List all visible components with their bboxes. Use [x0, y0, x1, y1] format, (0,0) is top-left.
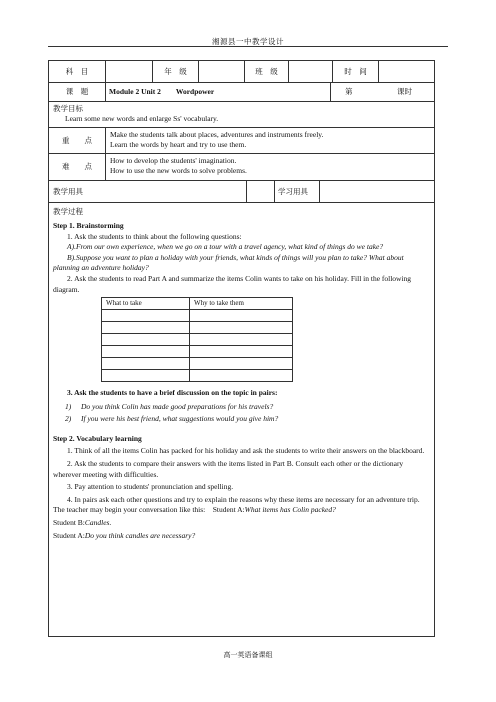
- diagram-header-why: Why to take them: [194, 299, 244, 308]
- step2-title: Step 2. Vocabulary learning: [53, 433, 142, 443]
- key-points-row: [49, 128, 434, 154]
- step2-instruction-4: 4. In pairs ask each other questions and try to explain the reasons why these items are necessary for an adventure trip. The teacher may begin your conversation like this: Student A:What items has Colin packed?: [53, 494, 428, 515]
- fill-in-diagram: [101, 297, 293, 382]
- step1-instruction-2: 2. Ask the students to read Part A and summarize the items Colin wants to take on his holiday. Fill in the following diagram.: [53, 273, 412, 294]
- goals-text: Learn some new words and enlarge Ss' vocabulary.: [65, 114, 219, 123]
- diagram-row: [102, 310, 292, 322]
- period-label: 第: [345, 87, 353, 96]
- diagram-row: [102, 322, 292, 334]
- learning-tools-value: [320, 181, 434, 202]
- teaching-tools-label: 教学用具: [49, 181, 247, 202]
- difficult-point-line: How to use the new words to solve problems.: [110, 166, 247, 175]
- tools-row: [49, 181, 434, 203]
- discussion-list: [53, 401, 430, 425]
- learning-tools-label: 学习用具: [275, 181, 320, 202]
- step2-instruction-2: 2. Ask the students to compare their answers with the items listed in Part B. Consult each other or the dictionary wherever meeting with difficulties.: [53, 458, 404, 479]
- diagram-row: [102, 334, 292, 346]
- step1-title: Step 1. Brainstorming: [53, 221, 124, 230]
- teaching-tools-value: [247, 181, 275, 202]
- subject-label: 科 目: [49, 61, 106, 82]
- time-value: [379, 61, 434, 82]
- period-unit: 课时: [397, 87, 412, 96]
- header-rule: [48, 46, 448, 47]
- dialog-line: Student A:Do you think candles are necessary?: [53, 530, 196, 540]
- difficult-points-label: 难 点: [49, 154, 106, 180]
- diagram-header-row: [102, 298, 292, 310]
- key-point-line: Learn the words by heart and try to use them.: [110, 140, 247, 149]
- difficult-points-row: [49, 154, 434, 181]
- diagram-header-what: What to take: [102, 298, 190, 309]
- time-label: 时 间: [333, 61, 379, 82]
- subject-value: [106, 61, 153, 82]
- dialog-line: Student B:Candles.: [53, 517, 112, 527]
- info-row: [49, 61, 434, 83]
- step2-instruction-3: 3. Pay attention to students' pronunciation and spelling.: [67, 482, 234, 492]
- key-points-label: 重 点: [49, 128, 106, 153]
- process-row: [49, 203, 434, 636]
- class-value: [289, 61, 333, 82]
- step1-instruction-3: 3. Ask the students to have a brief discussion on the topic in pairs:: [67, 388, 278, 398]
- page-header: 湘源县一中教学设计: [212, 37, 284, 46]
- diagram-row: [102, 370, 292, 381]
- discussion-item: 1) Do you think Colin has made good preparations for his travels?: [65, 401, 274, 411]
- diagram-row: [102, 346, 292, 358]
- lesson-plan-table: [48, 60, 435, 637]
- key-point-line: Make the students talk about places, adventures and instruments freely.: [110, 130, 324, 139]
- class-label: 班 级: [245, 61, 289, 82]
- goals-row: [49, 102, 434, 128]
- step1-question-b: B).Suppose you want to plan a holiday with your friends, what kinds of things will you plan to take? What about planning an adventure holiday?: [53, 252, 404, 273]
- step2-instruction-1: 1. Think of all the items Colin has packed for his holiday and ask the students to write their answers on the blackboard.: [67, 446, 425, 456]
- process-label: 教学过程: [53, 207, 83, 216]
- topic-label: 课 题: [49, 83, 106, 101]
- page-footer: 高一英语备课组: [223, 651, 273, 659]
- diagram-row: [102, 358, 292, 370]
- step1-question-a: A).From our own experience, when we go on a tour with a travel agency, what kind of things do we take?: [67, 242, 384, 252]
- discussion-item: 2) If you were his best friend, what suggestions would you give him?: [65, 413, 279, 423]
- step1-instruction-1: 1. Ask the students to think about the following questions:: [67, 231, 242, 241]
- difficult-point-line: How to develop the students' imagination.: [110, 156, 237, 165]
- topic-value: Module 2 Unit 2 Wordpower: [106, 83, 331, 101]
- period-cell: [331, 83, 434, 101]
- topic-row: [49, 83, 434, 102]
- grade-label: 年 级: [153, 61, 199, 82]
- grade-value: [199, 61, 245, 82]
- goals-label: 教学目标: [53, 104, 83, 113]
